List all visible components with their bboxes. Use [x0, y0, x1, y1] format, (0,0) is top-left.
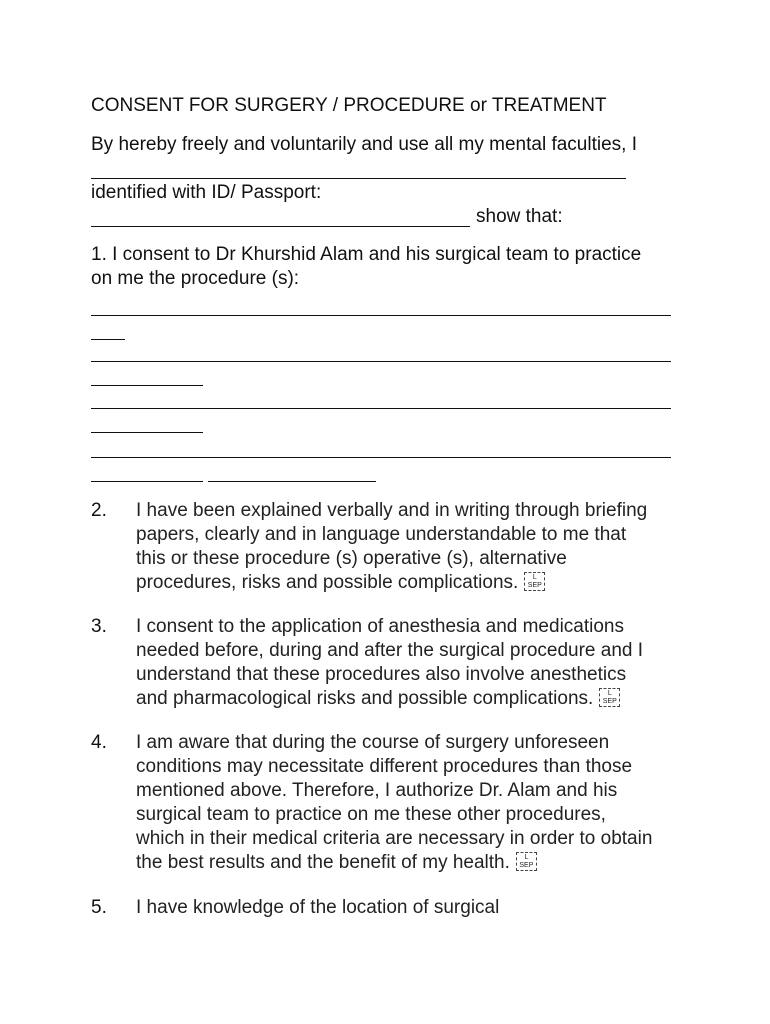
item-line-last	[136, 571, 711, 595]
item-number: 5.	[91, 897, 107, 918]
clause-1-line-2: on me the procedure (s):	[91, 268, 300, 289]
separator-glyph-icon	[516, 852, 537, 871]
item-line: I have knowledge of the location of surgical	[136, 897, 500, 918]
sep-glyph-bottom: SEP	[527, 582, 542, 589]
procedure-blank-4[interactable]	[91, 457, 671, 458]
sep-glyph-bottom: SEP	[602, 698, 617, 705]
procedure-blank-4-cont-b[interactable]	[208, 481, 376, 482]
id-passport-blank[interactable]	[91, 226, 470, 227]
item-line: which in their medical criteria are necessary in order to obtain	[136, 828, 653, 849]
item-line: I consent to the application of anesthesia and medications	[136, 616, 624, 637]
show-that-text: show that:	[476, 206, 563, 227]
item-line-text: and pharmacological risks and possible complications.	[136, 688, 594, 709]
sep-glyph-top: L	[532, 574, 537, 581]
name-blank[interactable]	[91, 178, 626, 179]
list-item-3	[91, 615, 711, 711]
procedure-blank-3-cont[interactable]	[91, 432, 203, 433]
item-line: I am aware that during the course of surgery unforeseen	[136, 732, 610, 753]
item-line-text: the best results and the benefit of my health.	[136, 852, 510, 873]
item-text	[136, 615, 711, 711]
procedure-blank-3[interactable]	[91, 408, 671, 409]
clause-1-line-1: 1. I consent to Dr Khurshid Alam and his surgical team to practice	[91, 244, 642, 265]
sep-glyph-top: L	[524, 854, 529, 861]
separator-glyph-icon	[599, 688, 620, 707]
procedure-blank-4-cont-a[interactable]	[91, 481, 203, 482]
sep-glyph-bottom: SEP	[519, 862, 534, 869]
procedure-blank-2-cont[interactable]	[91, 385, 203, 386]
item-line: needed before, during and after the surgical procedure and I	[136, 640, 644, 661]
item-text	[136, 731, 711, 875]
list-item-2	[91, 499, 711, 595]
document-title: CONSENT FOR SURGERY / PROCEDURE or TREATMENT	[91, 95, 607, 116]
item-line-last	[136, 687, 711, 711]
item-line: conditions may necessitate different procedures than those	[136, 756, 633, 777]
item-line: surgical team to practice on me these other procedures,	[136, 804, 606, 825]
sep-glyph-top: L	[607, 690, 612, 697]
item-line: I have been explained verbally and in writing through briefing	[136, 500, 648, 521]
id-label: identified with ID/ Passport:	[91, 182, 322, 203]
procedure-blank-1[interactable]	[91, 315, 671, 316]
item-line-text: procedures, risks and possible complications.	[136, 572, 519, 593]
procedure-blank-1-cont[interactable]	[91, 339, 125, 340]
item-line: mentioned above. Therefore, I authorize Dr. Alam and his	[136, 780, 618, 801]
item-line: understand that these procedures also involve anesthetics	[136, 664, 627, 685]
intro-line: By hereby freely and voluntarily and use all my mental faculties, I	[91, 134, 637, 155]
list-item-5	[91, 896, 711, 920]
item-number: 4.	[91, 732, 107, 753]
item-text	[136, 499, 711, 595]
item-number: 3.	[91, 616, 107, 637]
item-number: 2.	[91, 500, 107, 521]
item-text	[136, 896, 711, 920]
item-line: papers, clearly and in language understandable to me that	[136, 524, 627, 545]
item-line-last	[136, 851, 711, 875]
item-line: this or these procedure (s) operative (s), alternative	[136, 548, 567, 569]
separator-glyph-icon	[524, 572, 545, 591]
list-item-4	[91, 731, 711, 875]
procedure-blank-2[interactable]	[91, 361, 671, 362]
